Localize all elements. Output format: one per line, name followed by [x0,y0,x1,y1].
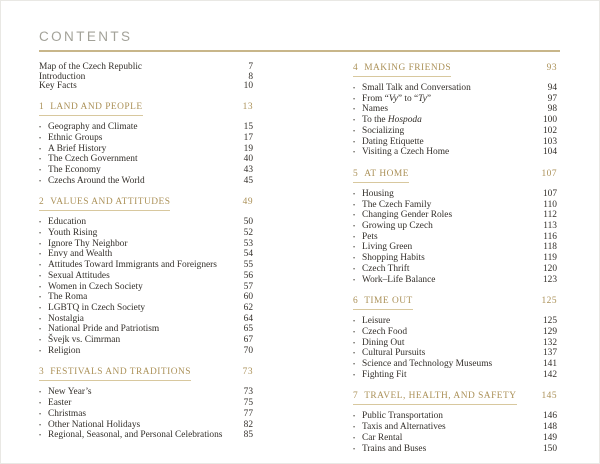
toc-entry-page-number: 52 [243,228,253,239]
toc-entry-label: Youth Rising [48,228,98,239]
toc-entry-page-number: 102 [542,125,557,136]
bullet-icon: • [353,213,356,220]
toc-column-right [353,63,557,455]
toc-entry-page-number: 53 [243,238,253,249]
bullet-icon: • [353,191,356,198]
toc-entry-label: Visiting a Czech Home [362,147,450,158]
toc-entry-label: The Roma [48,292,88,303]
toc-entry-label: Housing [362,188,394,199]
bullet-icon: • [39,167,42,174]
section-number: 3 [39,367,45,378]
toc-entry [39,347,253,358]
bullet-icon: • [353,266,356,273]
bullet-icon: • [39,295,42,302]
toc-entry-page-number: 17 [243,132,253,143]
toc-entry-page-number: 70 [243,345,253,356]
bullet-icon: • [39,433,42,440]
toc-entry-page-number: 132 [542,337,557,348]
toc-entry-label: The Czech Government [48,154,138,165]
toc-section [39,197,253,357]
bullet-icon: • [39,231,42,238]
bullet-icon: • [353,139,356,146]
section-title: FESTIVALS AND TRADITIONS [50,367,192,378]
toc-entry-label: Envy and Wealth [48,249,113,260]
page-title: CONTENTS [39,29,133,44]
toc-entry [39,134,253,145]
section-heading [353,169,557,183]
bullet-icon: • [39,316,42,323]
bullet-icon: • [353,224,356,231]
toc-entry [353,127,557,138]
toc-entry-page-number: 43 [243,164,253,175]
toc-entry-label: Christmas [48,408,87,419]
toc-entry-page-number: 75 [243,398,253,409]
toc-entry-label: Shopping Habits [362,253,425,264]
toc-entry-page-number: 118 [543,242,557,253]
section-heading [39,367,253,381]
bullet-icon: • [39,241,42,248]
toc-entry-label: Growing up Czech [362,221,433,232]
toc-entry-label: New Year’s [48,387,92,398]
section-heading [39,197,253,211]
toc-entry-label: From “Vy” to “Ty” [362,93,432,104]
bullet-icon: • [353,435,356,442]
section-item-list [39,218,253,357]
section-title: LAND AND PEOPLE [50,102,143,113]
section-heading [353,391,557,405]
section-heading-text [353,63,451,77]
bullet-icon: • [39,327,42,334]
bullet-icon: • [353,329,356,336]
toc-section [353,296,557,381]
toc-section [353,391,557,455]
toc-entry-label: Czech Food [362,326,408,337]
header-rule [39,50,560,52]
toc-entry-label: Czech Thrift [362,263,410,274]
toc-entry-page-number: 116 [543,231,557,242]
toc-entry-page-number: 57 [243,281,253,292]
toc-entry [39,431,253,442]
toc-entry-page-number: 54 [243,249,253,260]
bullet-icon: • [353,202,356,209]
toc-entry-page-number: 77 [243,408,253,419]
toc-entry-label: Map of the Czech Republic [39,62,143,72]
toc-entry [39,177,253,188]
toc-entry-label: Public Transportation [362,411,443,422]
bullet-icon: • [353,340,356,347]
toc-entry-label: Taxis and Alternatives [362,422,446,433]
section-heading-text [39,367,191,381]
toc-entry-page-number: 100 [542,115,557,126]
bullet-icon: • [39,252,42,259]
section-heading-text [353,296,413,310]
toc-entry-page-number: 104 [542,147,557,158]
toc-entry-page-number: 120 [542,263,557,274]
section-item-list [39,123,253,187]
section-page-number: 73 [242,367,253,378]
bullet-icon: • [39,348,42,355]
section-title: VALUES AND ATTITUDES [50,197,171,208]
section-heading-text [39,197,170,211]
section-item-list [39,388,253,442]
section-title: TRAVEL, HEALTH, AND SAFETY [364,391,517,402]
toc-entry-page-number: 55 [243,260,253,271]
toc-entry-label: Trains and Buses [362,443,427,454]
toc-entry-label: Religion [48,345,81,356]
toc-section [39,63,253,92]
section-number: 6 [353,296,359,307]
bullet-icon: • [39,273,42,280]
toc-entry-page-number: 64 [243,313,253,324]
toc-entry-page-number: 103 [542,136,557,147]
toc-entry [353,445,557,456]
toc-entry-page-number: 73 [243,387,253,398]
toc-entry-label: Regional, Seasonal, and Personal Celebrations [48,430,223,441]
toc-entry-label: Education [48,217,87,228]
bullet-icon: • [39,135,42,142]
toc-entry-label: Work–Life Balance [362,274,436,285]
toc-entry-label: A Brief History [48,143,107,154]
toc-entry-page-number: 113 [543,221,557,232]
toc-entry-page-number: 112 [543,210,557,221]
section-title: AT HOME [364,168,409,179]
bullet-icon: • [39,125,42,132]
toc-entry-label: Ethnic Groups [48,132,103,143]
toc-entry-page-number: 150 [542,443,557,454]
toc-entry-label: LGBTQ in Czech Society [48,302,146,313]
toc-entry-page-number: 7 [248,62,253,72]
section-item-list [353,412,557,455]
bullet-icon: • [353,96,356,103]
section-heading [39,102,253,116]
toc-entry-label: Dating Etiquette [362,136,424,147]
bullet-icon: • [353,256,356,263]
section-number: 4 [353,63,359,73]
toc-entry [353,265,557,276]
toc-entry-page-number: 40 [243,154,253,165]
section-number: 1 [39,102,45,113]
toc-entry [353,434,557,445]
toc-section [353,63,557,159]
bullet-icon: • [353,446,356,453]
bullet-icon: • [39,284,42,291]
toc-entry-label: Geography and Climate [48,122,138,133]
section-page-number: 107 [541,168,557,179]
toc-entry [353,222,557,233]
toc-entry-label: Names [362,104,389,115]
toc-entry-label: Švejk vs. Cimrman [48,335,121,346]
toc-entry-label: National Pride and Patriotism [48,324,160,335]
toc-entry-label: Other National Holidays [48,419,141,430]
bullet-icon: • [39,305,42,312]
toc-entry-label: Changing Gender Roles [362,210,453,221]
toc-entry-page-number: 10 [243,81,253,92]
bullet-icon: • [39,178,42,185]
section-page-number: 93 [546,63,557,73]
toc-entry-page-number: 45 [243,175,253,186]
toc-entry-label: To the Hospoda [362,115,422,126]
toc-entry [353,148,557,159]
toc-entry-page-number: 94 [547,83,557,93]
section-page-number: 145 [541,391,557,402]
bullet-icon: • [39,390,42,397]
toc-entry-page-number: 82 [243,419,253,430]
toc-entry-label: Car Rental [362,432,403,443]
section-page-number: 13 [242,102,253,113]
bullet-icon: • [353,362,356,369]
bullet-icon: • [353,150,356,157]
section-heading [353,63,557,77]
toc-entry [39,82,253,92]
toc-entry-label: Socializing [362,125,405,136]
toc-entry-page-number: 148 [542,422,557,433]
section-title: MAKING FRIENDS [364,63,452,73]
toc-entry-page-number: 129 [542,326,557,337]
toc-entry-page-number: 8 [248,71,253,82]
toc-entry-page-number: 65 [243,324,253,335]
toc-entry-page-number: 142 [542,369,557,380]
bullet-icon: • [353,234,356,241]
toc-entry-label: Ignore Thy Neighbor [48,238,128,249]
bullet-icon: • [353,425,356,432]
toc-entry-label: Czechs Around the World [48,175,145,186]
toc-entry-page-number: 119 [543,253,557,264]
bullet-icon: • [39,401,42,408]
toc-section [39,367,253,442]
toc-entry-page-number: 110 [543,199,557,210]
toc-section [353,169,557,286]
bullet-icon: • [353,128,356,135]
toc-entry-label: Fighting Fit [362,369,407,380]
toc-entry-page-number: 149 [542,432,557,443]
toc-entry [39,388,253,399]
toc-entry-page-number: 50 [243,217,253,228]
toc-entry-page-number: 146 [542,411,557,422]
toc-entry-label: Sexual Attitudes [48,270,110,281]
toc-entry-page-number: 60 [243,292,253,303]
bullet-icon: • [39,157,42,164]
bullet-icon: • [39,220,42,227]
section-item-list [39,63,253,92]
toc-entry-label: Science and Technology Museums [362,359,493,370]
toc-entry-page-number: 15 [243,122,253,133]
section-heading-text [353,169,409,183]
bullet-icon: • [353,107,356,114]
toc-entry-page-number: 67 [243,335,253,346]
bullet-icon: • [353,86,356,92]
toc-entry-label: Dining Out [362,337,405,348]
toc-column-left [39,63,253,442]
toc-entry-label: Attitudes Toward Immigrants and Foreigners [48,260,217,271]
toc-entry-page-number: 123 [542,274,557,285]
toc-entry-label: Living Green [362,242,413,253]
bullet-icon: • [353,372,356,379]
toc-entry-label: Pets [362,231,378,242]
section-title: TIME OUT [364,296,413,307]
section-heading-text [39,102,143,116]
toc-entry-page-number: 62 [243,302,253,313]
toc-entry [39,272,253,283]
toc-entry-page-number: 137 [542,348,557,359]
toc-entry-page-number: 85 [243,430,253,441]
section-page-number: 125 [541,296,557,307]
section-number: 7 [353,391,359,402]
bullet-icon: • [353,351,356,358]
section-item-list [353,317,557,381]
toc-entry-page-number: 98 [547,104,557,115]
section-heading-text [353,391,517,405]
toc-entry-label: Women in Czech Society [48,281,143,292]
bullet-icon: • [353,414,356,421]
toc-entry [39,410,253,421]
bullet-icon: • [39,263,42,270]
bullet-icon: • [39,422,42,429]
toc-entry-label: Introduction [39,71,86,82]
toc-entry-page-number: 107 [542,188,557,199]
section-page-number: 49 [242,197,253,208]
section-heading [353,296,557,310]
bullet-icon: • [39,338,42,345]
toc-section [39,102,253,187]
bullet-icon: • [39,411,42,418]
toc-entry-label: The Economy [48,164,101,175]
bullet-icon: • [39,146,42,153]
toc-entry-page-number: 97 [547,93,557,104]
toc-entry-label: Easter [48,398,72,409]
toc-entry-label: Cultural Pursuits [362,348,426,359]
bullet-icon: • [353,245,356,252]
toc-entry-label: Nostalgia [48,313,84,324]
bullet-icon: • [353,118,356,125]
toc-entry-label: The Czech Family [362,199,432,210]
toc-entry-page-number: 19 [243,143,253,154]
section-item-list [353,190,557,286]
toc-entry-label: Small Talk and Conversation [362,83,471,93]
toc-entry-label: Key Facts [39,81,77,92]
bullet-icon: • [353,319,356,326]
toc-entry [353,276,557,287]
toc-entry [353,371,557,382]
toc-entry-page-number: 141 [542,359,557,370]
bullet-icon: • [353,277,356,284]
section-item-list [353,84,557,159]
toc-entry-page-number: 125 [542,316,557,327]
section-number: 2 [39,197,45,208]
toc-entry-label: Leisure [362,316,391,327]
toc-entry-page-number: 56 [243,270,253,281]
section-number: 5 [353,168,359,179]
